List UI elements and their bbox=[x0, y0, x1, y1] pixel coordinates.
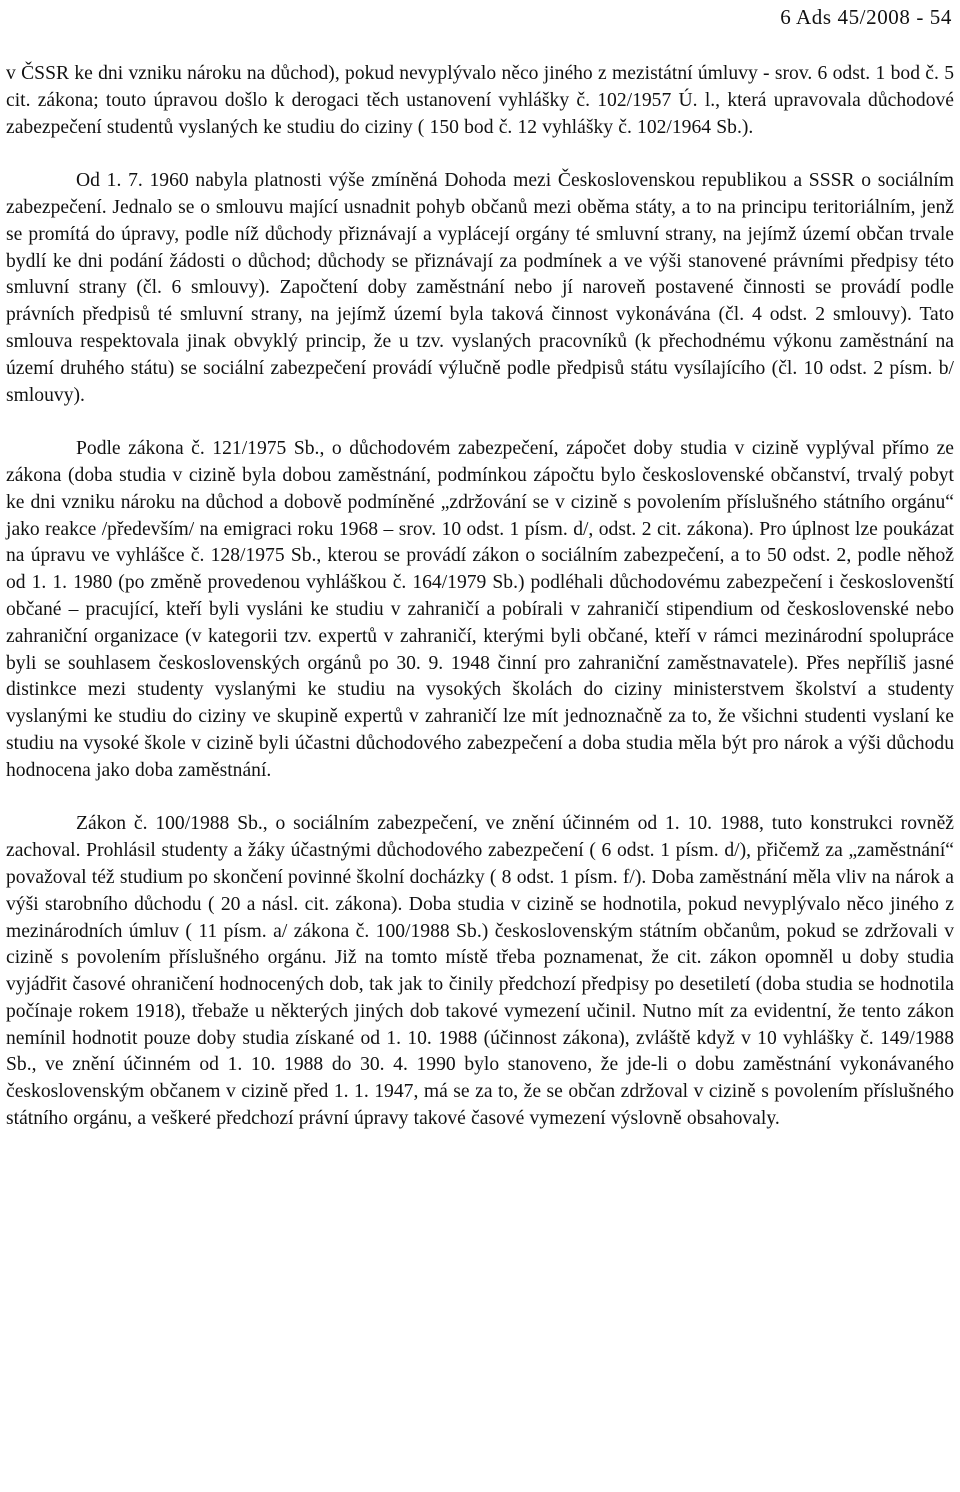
paragraph-spacer bbox=[6, 409, 954, 436]
paragraph-3: Podle zákona č. 121/1975 Sb., o důchodovém zabezpečení, zápočet doby studia v cizině vyplýval přímo ze zákona (doba studia v cizině byla dobou zaměstnání, podmínkou zápočtu bylo československé občanství, trvalý pobyt ke dni vzniku nároku na důchod a dobově podmíněné „zdržování se v cizině s povolením příslušného státního orgánu“ jako reakce /především/ na emigraci roku 1968 – srov. 10 odst. 1 písm. d/, odst. 2 cit. zákona). Pro úplnost lze poukázat na úpravu ve vyhlášce č. 128/1975 Sb., kterou se provádí zákon o sociálním zabezpečení, a to 50 odst. 2, podle něhož od 1. 1. 1980 (po změně provedenou vyhláškou č. 164/1979 Sb.) podléhali důchodovému zabezpečení i českoslovenští občané – pracující, kteří byli vysláni ke studiu v zahraničí a pobírali v zahraničí stipendium od československé nebo zahraniční organizace (v kategorii tzv. expertů v zahraničí, kterými byli občané, kteří v rámci mezinárodní spolupráce byli se souhlasem československých orgánů po 30. 9. 1948 činní pro zahraniční zaměstnavatele). Přes nepříliš jasné distinkce mezi studenty vyslanými ke studiu na vysokých školách do ciziny ministerstvem školství a studenty vyslanými ke studiu do ciziny ve skupině expertů v zahraničí lze mít jednoznačně za to, že všichni studenti vyslaní ke studiu na vysoké škole v cizině byli účastni důchodového zabezpečení a doba studia měla být pro nárok a výši důchodu hodnocena jako doba zaměstnání. bbox=[6, 438, 954, 781]
paragraph-1: v ČSSR ke dni vzniku nároku na důchod), pokud nevyplývalo něco jiného z mezistátní úmluvy - srov. 6 odst. 1 bod č. 5 cit. zákona; touto úpravou došlo k derogaci těch ustanovení vyhlášky č. 102/1957 Ú. l., která upravovala důchodové zabezpečení studentů vyslaných ke studiu do ciziny ( 150 bod č. 12 vyhlášky č. 102/1964 Sb.). bbox=[6, 63, 954, 138]
paragraph-4: Zákon č. 100/1988 Sb., o sociálním zabezpečení, ve znění účinném od 1. 10. 1988, tuto konstrukci rovněž zachoval. Prohlásil studenty a žáky účastnými důchodového zabezpečení ( 6 odst. 1 písm. d/), přičemž za „zaměstnání“ považoval též studium po skončení povinné školní docházky ( 8 odst. 1 písm. f/). Doba zaměstnání měla vliv na nárok a výši starobního důchodu ( 20 a násl. cit. zákona). Doba studia v cizině se hodnotila, pokud nevyplývalo něco jiného z mezinárodních úmluv ( 11 písm. a/ zákona č. 100/1988 Sb.) československým státním občanům, pokud se zdržovali v cizině s povolením příslušného orgánu. Již na tomto místě třeba poznamenat, že cit. zákon opomněl u doby studia vyjádřit časové ohraničení hodnocených dob, tak jak to činily předchozí předpisy po desetiletí (doba studia se hodnotila počínaje rokem 1918), třebaže u některých jiných dob takové vymezení učinil. Nutno mít za evidentní, že tento zákon nemínil hodnotit pouze doby studia získané od 1. 10. 1988 (účinnost zákona), zvláště když v 10 vyhlášky č. 149/1988 Sb., ve znění účinném od 1. 10. 1988 do 30. 4. 1990 bylo stanoveno, že jde-li o dobu zaměstnání vykonávaného československým občanem v cizině před 1. 1. 1947, má se za to, že se občan zdržoval v cizině s povolením příslušného státního orgánu, a veškeré předchozí právní úpravy takové časové vymezení výslovně obsahovaly. bbox=[6, 813, 954, 1130]
page-header-reference: 6 Ads 45/2008 - 54 bbox=[780, 5, 952, 29]
paragraph-2: Od 1. 7. 1960 nabyla platnosti výše zmíněná Dohoda mezi Československou republikou a SSSR o sociálním zabezpečení. Jednalo se o smlouvu mající usnadnit pohyb občanů mezi oběma státy, a to na principu teritoriálním, jenž se promítá do úpravy, podle níž důchody přiznávají a vyplácejí orgány té smluvní strany, na jejímž území občan trvale bydlí ke dni podání žádosti o důchod; důchody se přiznávají za podmínek a ve výši stanovené právními předpisy této smluvní strany (čl. 6 smlouvy). Započtení doby zaměstnání nebo jí naroveň postavené činnosti se provádí podle právních předpisů té smluvní strany, na jejímž území byla taková činnost vykonávána (čl. 4 odst. 2 smlouvy). Tato smlouva respektovala jinak obvyklý princip, že u tzv. vyslaných pracovníků (k přechodnému výkonu zaměstnání na území druhého státu) se sociální zabezpečení provádí výlučně podle předpisů státu vysílajícího (čl. 10 odst. 2 písm. b/ smlouvy). bbox=[6, 170, 954, 406]
paragraph-spacer bbox=[6, 785, 954, 812]
paragraph-spacer bbox=[6, 141, 954, 168]
document-body bbox=[6, 61, 954, 1133]
